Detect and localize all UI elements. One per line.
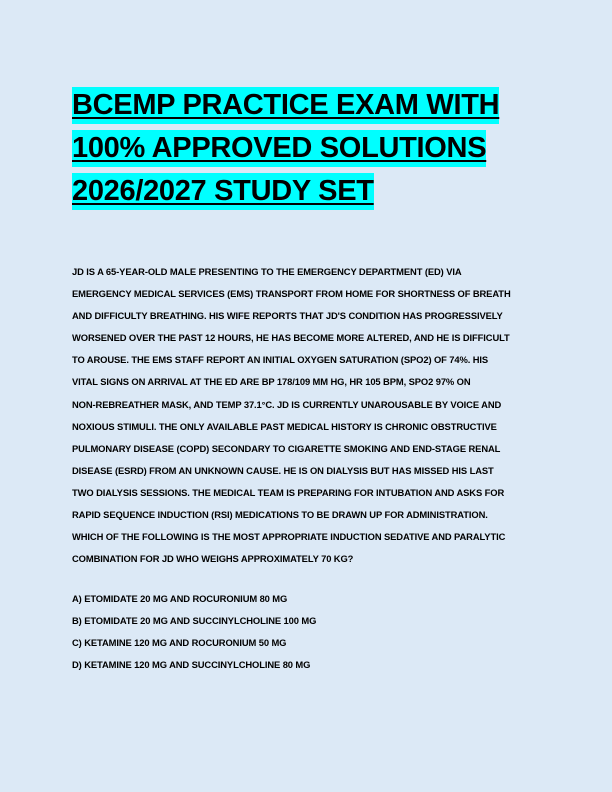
question-line: WORSENED OVER THE PAST 12 HOURS, HE HAS BECOME MORE ALTERED, AND HE IS DIFFICULT — [72, 332, 510, 344]
question-line: VITAL SIGNS ON ARRIVAL AT THE ED ARE BP 178/109 MM HG, HR 105 BPM, SPO2 97% ON — [72, 376, 471, 388]
title-line — [72, 84, 542, 127]
question-line: AND DIFFICULTY BREATHING. HIS WIFE REPORTS THAT JD'S CONDITION HAS PROGRESSIVELY — [72, 310, 503, 322]
answer-option-c: C) KETAMINE 120 MG AND ROCURONIUM 50 MG — [72, 637, 287, 648]
title-line — [72, 127, 542, 170]
answer-options — [72, 588, 547, 676]
answer-option-a: A) ETOMIDATE 20 MG AND ROCURONIUM 80 MG — [72, 593, 288, 604]
question-line: EMERGENCY MEDICAL SERVICES (EMS) TRANSPORT FROM HOME FOR SHORTNESS OF BREATH — [72, 288, 511, 300]
question-line: DISEASE (ESRD) FROM AN UNKNOWN CAUSE. HE IS ON DIALYSIS BUT HAS MISSED HIS LAST — [72, 464, 494, 476]
question-line: RAPID SEQUENCE INDUCTION (RSI) MEDICATIONS TO BE DRAWN UP FOR ADMINISTRATION. — [72, 509, 488, 521]
question-line: COMBINATION FOR JD WHO WEIGHS APPROXIMATELY 70 KG? — [72, 553, 354, 565]
question-line: TWO DIALYSIS SESSIONS. THE MEDICAL TEAM IS PREPARING FOR INTUBATION AND ASKS FOR — [72, 486, 505, 498]
title-line-text: 100% APPROVED SOLUTIONS — [72, 130, 486, 167]
document-title — [72, 84, 542, 213]
question-line: NON-REBREATHER MASK, AND TEMP 37.1°C. JD IS CURRENTLY UNAROUSABLE BY VOICE AND — [72, 398, 502, 410]
answer-option-b: B) ETOMIDATE 20 MG AND SUCCINYLCHOLINE 100 MG — [72, 615, 317, 626]
title-line — [72, 170, 542, 213]
question-line: WHICH OF THE FOLLOWING IS THE MOST APPROPRIATE INDUCTION SEDATIVE AND PARALYTIC — [72, 531, 506, 543]
answer-option-d: D) KETAMINE 120 MG AND SUCCINYLCHOLINE 80 MG — [72, 659, 311, 670]
question-line: NOXIOUS STIMULI. THE ONLY AVAILABLE PAST MEDICAL HISTORY IS CHRONIC OBSTRUCTIVE — [72, 420, 497, 432]
question-line: JD IS A 65-YEAR-OLD MALE PRESENTING TO THE EMERGENCY DEPARTMENT (ED) VIA — [72, 266, 462, 277]
question-stem — [72, 261, 547, 570]
question-line: TO AROUSE. THE EMS STAFF REPORT AN INITIAL OXYGEN SATURATION (SPO2) OF 74%. HIS — [72, 354, 489, 366]
title-line-text: BCEMP PRACTICE EXAM WITH — [72, 87, 499, 124]
question-line: PULMONARY DISEASE (COPD) SECONDARY TO CIGARETTE SMOKING AND END-STAGE RENAL — [72, 442, 501, 454]
title-line-text: 2026/2027 STUDY SET — [72, 173, 374, 210]
